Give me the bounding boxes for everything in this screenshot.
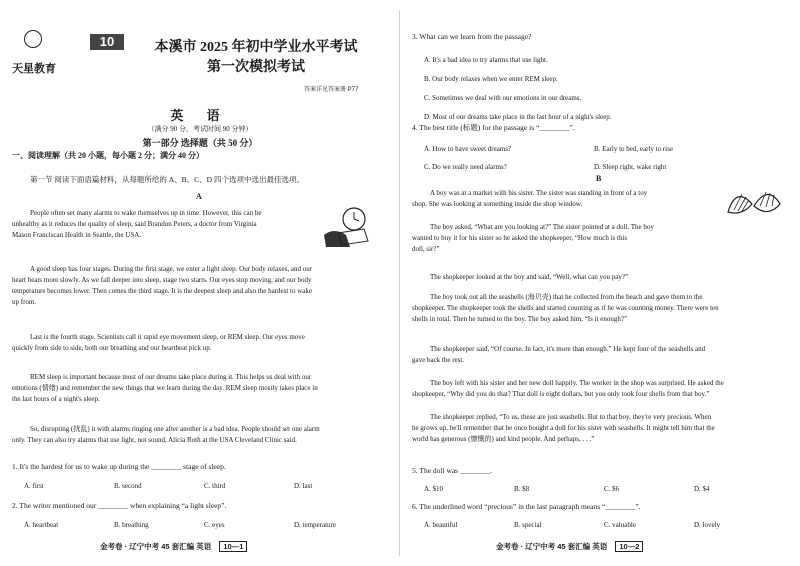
section-title: 一、阅读理解（共 20 小题，每小题 2 分；满分 40 分） <box>12 151 204 160</box>
passage-a-p2-l4: up from. <box>12 298 37 306</box>
q6-option-a[interactable]: A. beautiful <box>424 521 458 529</box>
q4-option-d[interactable]: D. Sleep right, wake right <box>594 163 667 171</box>
passage-a-p1-l2: unhealthy as it reduces the quality of sleep, said Brandon Peters, a doctor from Virginia <box>12 220 257 228</box>
paper-number-badge: 10 <box>90 34 124 50</box>
passage-a-p2-l2: heart beats more slowly. As we fall deeper into sleep, stage two starts. Our eyes stop moving, and our body <box>12 276 312 284</box>
q6-option-c[interactable]: C. valuable <box>604 521 636 529</box>
q4-option-c[interactable]: C. Do we really need alarms? <box>424 163 507 171</box>
brand-logo-icon <box>24 30 42 48</box>
q6-option-b[interactable]: B. special <box>514 521 542 529</box>
passage-a-p4-l2: emotions (情绪) and remember the new things that we learn during the day. REM sleep mostly takes place in <box>12 384 318 392</box>
q1-option-d[interactable]: D. last <box>294 482 313 490</box>
footer-right-text: 金考卷 · 辽宁中考 45 套汇编 英语 <box>496 542 608 551</box>
q2-option-b[interactable]: B. breathing <box>114 521 149 529</box>
passage-b-p4-l3: shells in total. Then he turned to the boy. The boy asked him, “Is it enough?” <box>412 315 628 323</box>
passage-b-p2-l3: doll, sir?” <box>412 245 440 253</box>
brand-name: 天星教育 <box>12 63 56 75</box>
passage-b-p1-l2: shop. She was looking at something inside the shop window. <box>412 200 583 208</box>
q5-option-d[interactable]: D. $4 <box>694 485 710 493</box>
passage-a-letter: A <box>196 192 202 201</box>
passage-b-p5-l2: gave back the rest. <box>412 356 465 364</box>
passage-b-p7-l3: world has generous (慷慨的) and kind people. And perhaps, . . .” <box>412 435 595 443</box>
passage-a-p4-l3: the last hours of a night's sleep. <box>12 395 100 403</box>
q1-option-c[interactable]: C. third <box>204 482 226 490</box>
passage-b-p4-l2: shopkeeper. The shopkeeper took the shells and started counting as if he was counting money. There were ten <box>412 304 719 312</box>
exam-title-line1: 本溪市 2025 年初中学业水平考试 <box>154 40 358 55</box>
passage-a-p5-l2: only. They can also try alarms that use light, not sound, Alicia Roth at the USA Cleveland Clinic said. <box>12 436 297 444</box>
footer-right-page: 10—2 <box>615 541 643 552</box>
question-2-stem: 2. The writer mentioned our ________ when explaining “a light sleep”. <box>12 501 227 510</box>
passage-a-p4-l1: REM sleep is important because most of our dreams take place during it. This helps us deal with our <box>30 373 312 381</box>
q1-option-b[interactable]: B. second <box>114 482 142 490</box>
passage-b-p2-l1: The boy asked, “What are you looking at?” The sister pointed at a doll. The boy <box>430 223 654 231</box>
passage-b-p6-l2: shopkeeper, “Why did you do that? That doll is eight dollars, but you only took four shells from that boy.” <box>412 390 710 398</box>
section1-instructions: 第一节 阅读下面语篇材料，从每题所给的 A、B、C、D 四个选项中选出最佳选项。 <box>30 175 304 184</box>
q1-option-a[interactable]: A. first <box>24 482 44 490</box>
q3-option-c[interactable]: C. Sometimes we deal with our emotions in our dreams. <box>424 94 582 102</box>
passage-a-p2-l1: A good sleep has four stages. During the first stage, we enter a light sleep. Our body relaxes, and our <box>30 265 313 273</box>
q3-option-a[interactable]: A. It's a bad idea to try alarms that use light. <box>424 56 548 64</box>
question-5-stem: 5. The doll was ________. <box>412 466 492 475</box>
footer-left <box>100 541 247 552</box>
seashells-illustration <box>722 182 784 222</box>
passage-b-p7-l2: he grows up, he'll remember that he once bought a doll for his sister with seashells. It might tell him that the <box>412 424 715 432</box>
footer-left-page: 10—1 <box>219 541 247 552</box>
passage-a-p1-l1: People often set many alarms to wake themselves up in time. However, this can be <box>30 209 262 217</box>
answer-note: 答案详见答案册 P77 <box>304 87 359 93</box>
footer-right <box>496 541 643 552</box>
passage-a-p2-l3: temperature becomes lower. Then comes the third stage. It is the deepest sleep and also the hardest to wake <box>12 287 312 295</box>
passage-b-p6-l1: The boy left with his sister and her new doll happily. The worker in the shop was surprised. He asked the <box>430 379 724 387</box>
q6-option-d[interactable]: D. lovely <box>694 521 721 529</box>
q5-option-b[interactable]: B. $8 <box>514 485 530 493</box>
question-4-stem: 4. The best title (标题) for the passage is “________”. <box>412 123 575 132</box>
passage-a-p3-l2: quickly from side to side, both our breathing and our heartbeat pick up. <box>12 344 212 352</box>
q5-option-c[interactable]: C. $6 <box>604 485 620 493</box>
q4-option-b[interactable]: B. Early to bed, early to rise <box>594 145 673 153</box>
q5-option-a[interactable]: A. $10 <box>424 485 444 493</box>
footer-left-text: 金考卷 · 辽宁中考 45 套汇编 英语 <box>100 542 212 551</box>
passage-b-p7-l1: The shopkeeper replied, “To us, these are just seashells. But to that boy, they're very precious. When <box>430 413 712 421</box>
passage-b-p1-l1: A boy was at a market with his sister. The sister was standing in front of a toy <box>430 189 648 197</box>
passage-b-p4-l1: The boy took out all the seashells (海贝壳) that he collected from the beach and gave them to the <box>430 293 703 301</box>
q3-option-b[interactable]: B. Our body relaxes when we enter REM sleep. <box>424 75 558 83</box>
passage-a-p5-l1: So, disrupting (扰乱) it with alarms ringing one after another is a bad idea. People should set one alarm <box>30 425 320 433</box>
passage-a-p1-l3: Mason Franciscan Health in Seattle, the USA. <box>12 231 142 239</box>
right-column <box>400 0 800 566</box>
part-title: 第一部分 选择题（共 50 分） <box>142 138 258 148</box>
q2-option-d[interactable]: D. temperature <box>294 521 336 529</box>
passage-b-p5-l1: The shopkeeper said, “Of course. In fact, it's more than enough.” He kept four of the seashells and <box>430 345 706 353</box>
passage-b-p3: The shopkeeper looked at the boy and said, “Well, what can you pay?” <box>430 273 629 281</box>
alarm-sleep-illustration <box>320 205 372 249</box>
q2-option-c[interactable]: C. eyes <box>204 521 225 529</box>
q3-option-d[interactable]: D. Most of our dreams take place in the last hour of a night's sleep. <box>424 113 612 121</box>
passage-b-letter: B <box>596 174 602 183</box>
subject-title: 英 语 <box>170 108 230 123</box>
q2-option-a[interactable]: A. heartbeat <box>24 521 59 529</box>
question-3-stem: 3. What can we learn from the passage? <box>412 32 532 41</box>
question-6-stem: 6. The underlined word “precious” in the last paragraph means “________”. <box>412 502 641 511</box>
passage-b-p2-l2: wanted to buy it for his sister so he asked the shopkeeper, “How much is this <box>412 234 628 242</box>
score-note: （满分 90 分，考试时间 90 分钟） <box>147 125 253 133</box>
exam-title-line2: 第一次模拟考试 <box>207 60 305 75</box>
question-1-stem: 1. It's the hardest for us to wake up during the ________ stage of sleep. <box>12 462 226 471</box>
q4-option-a[interactable]: A. How to have sweet dreams? <box>424 145 512 153</box>
passage-a-p3-l1: Last is the fourth stage. Scientists call it rapid eye movement sleep, or REM sleep. Our eyes move <box>30 333 305 341</box>
